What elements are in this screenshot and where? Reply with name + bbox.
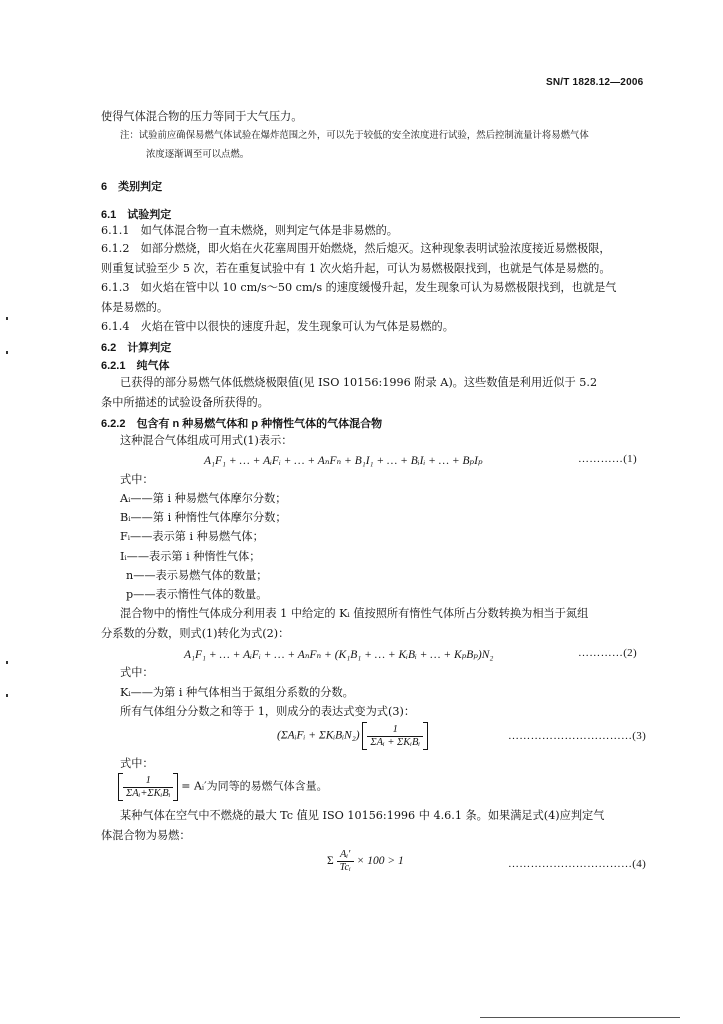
- sigma-symbol: Σ: [327, 855, 334, 868]
- formula-explanation: = Aᵢ′为同等的易燃气体含量。: [181, 779, 328, 793]
- definition-line: Iᵢ——表示第 i 种惰性气体；: [120, 550, 261, 563]
- section-heading: 6 类别判定: [101, 181, 163, 193]
- fraction-denominator: ΣAᵢ+ΣKᵢBᵢ: [126, 787, 171, 799]
- equation-number: …………(1): [578, 453, 637, 465]
- definition-line: Aᵢ——第 i 种易燃气体摩尔分数；: [120, 492, 287, 505]
- text-line: 所有气体组分分数之和等于 1，则成分的表达式变为式(3)：: [120, 705, 416, 718]
- section-heading: 6.2 计算判定: [101, 342, 172, 354]
- bracket-right: [173, 773, 178, 801]
- fraction-denominator: ΣAᵢ + ΣKᵢBᵢ: [370, 736, 421, 748]
- text-line: 则重复试验至少 5 次，若在重复试验中有 1 次火焰升起，可认为易燃极限找到，也就是气体是易燃的。: [101, 262, 611, 275]
- formula-3: [277, 722, 428, 750]
- text-line: 6.1.3 如火焰在管中以 10 cm/s～50 cm/s 的速度缓慢升起，发生现象可认为易燃极限找到，也就是气: [101, 281, 617, 294]
- definition-line: p——表示惰性气体的数量。: [126, 588, 268, 601]
- note-line: 浓度逐渐调至可以点燃。: [146, 149, 250, 160]
- formula-2: A₁F₁ + … + AᵢFᵢ + … + AₙFₙ + (K₁B₁ + … + KᵢBᵢ + … + KₚBₚ)N₂: [184, 649, 494, 661]
- fraction-numerator: 1: [123, 775, 173, 788]
- text-line: 这种混合气体组成可用式(1)表示：: [120, 434, 293, 447]
- text-line: 使得气体混合物的压力等同于大气压力。: [101, 110, 303, 123]
- equation-number: ……………………………(3): [508, 730, 647, 742]
- fraction: [367, 724, 423, 749]
- section-heading: 6.2.1 纯气体: [101, 360, 170, 372]
- note-line: 注：试验前应确保易燃气体试验在爆炸范围之外，可以先于较低的安全浓度进行试验，然后控制流量计将易燃气体: [120, 130, 589, 141]
- fraction: [123, 775, 173, 800]
- definition-line: n——表示易燃气体的数量；: [126, 569, 268, 582]
- text-line: 6.1.2 如部分燃烧，即火焰在火花塞周围开始燃烧，然后熄灭。这种现象表明试验浓度接近易燃极限，: [101, 242, 611, 255]
- definition-line: Bᵢ——第 i 种惰性气体摩尔分数；: [120, 511, 287, 524]
- text-line: 6.1.4 火焰在管中以很快的速度升起，发生现象可认为气体是易燃的。: [101, 320, 454, 333]
- bracket-right: [423, 722, 428, 750]
- fraction-numerator: 1: [367, 724, 423, 737]
- definition-line: Kᵢ——为第 i 种气体相当于氮组分系数的分数。: [120, 686, 354, 699]
- formula-3-left: (ΣAᵢFᵢ + ΣKᵢBᵢN₂): [277, 729, 360, 742]
- formula-4-rest: × 100 > 1: [356, 855, 404, 868]
- equation-number: …………(2): [578, 647, 637, 659]
- text-line: 混合物中的惰性气体成分利用表 1 中给定的 Kᵢ 值按照所有惰性气体所占分数转换为相当于氮组: [120, 607, 589, 620]
- formula-1: A₁F₁ + … + AᵢFᵢ + … + AₙFₙ + B₁I₁ + … + BᵢIᵢ + … + BₚIₚ: [204, 455, 483, 467]
- fraction-denominator: Tcᵢ: [339, 862, 351, 873]
- scan-mark: [6, 317, 8, 320]
- text-line: 已获得的部分易燃气体低燃烧极限值(见 ISO 10156:1996 附录 A)。这些数值是利用近似于 5.2: [120, 376, 598, 389]
- text-line: 分系数的分数，则式(1)转化为式(2)：: [101, 627, 290, 640]
- text-line: 6.1.1 如气体混合物一直未燃烧，则判定气体是非易燃的。: [101, 224, 398, 237]
- text-line: 体混合物为易燃：: [101, 829, 191, 842]
- text-line: 式中：: [120, 666, 154, 679]
- text-line: 式中：: [120, 757, 154, 770]
- standard-number: SN/T 1828.12—2006: [546, 77, 644, 88]
- equation-number: ……………………………(4): [508, 858, 647, 870]
- section-heading: 6.2.2 包含有 n 种易燃气体和 p 种惰性气体的气体混合物: [101, 418, 383, 430]
- footer-rule: [480, 1017, 680, 1018]
- scan-mark: [6, 351, 8, 354]
- text-line: 某种气体在空气中不燃烧的最大 Tc 值见 ISO 10156:1996 中 4.6.1 条。如果满足式(4)应判定气: [120, 809, 605, 822]
- text-line: 条中所描述的试验设备所获得的。: [101, 396, 269, 409]
- definition-line: Fᵢ——表示第 i 种易燃气体；: [120, 530, 264, 543]
- section-heading: 6.1 试验判定: [101, 209, 172, 221]
- text-line: 式中：: [120, 473, 154, 486]
- fraction-numerator: Aᵢ′: [337, 849, 354, 862]
- text-line: 体是易燃的。: [101, 301, 169, 314]
- scan-mark: [6, 694, 8, 697]
- formula-equivalent-content: [118, 773, 328, 801]
- fraction: [337, 849, 354, 874]
- formula-4: [327, 849, 404, 874]
- scan-mark: [6, 661, 8, 664]
